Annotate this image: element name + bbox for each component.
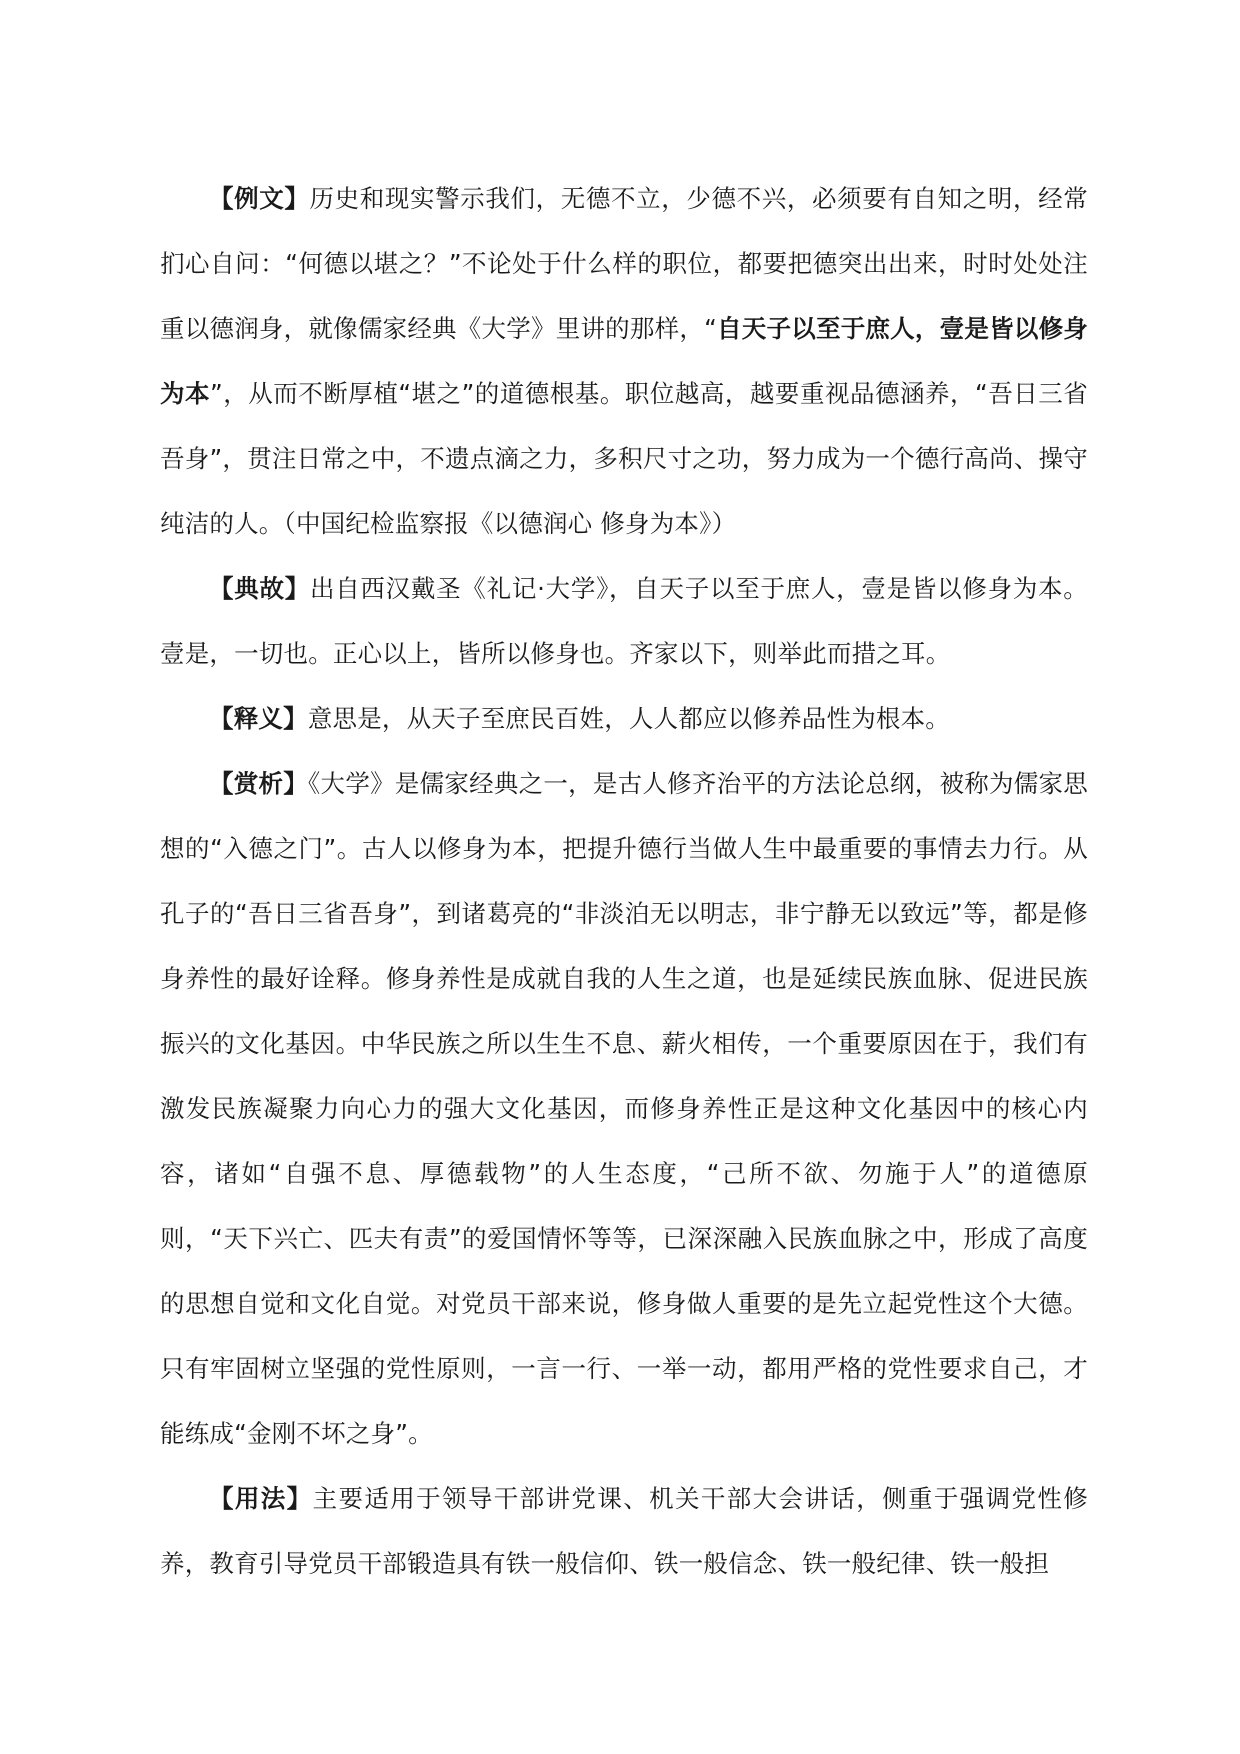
paragraph-appreciation — [160, 751, 1088, 1466]
paragraph-allusion — [160, 556, 1088, 686]
bold-quote: 自天子以至于庶人，壹是皆以修身为本 — [160, 314, 1089, 408]
paragraph-text: 《大学》是儒家经典之一，是古人修齐治平的方法论总纲，被称为儒家思想的“入德之门”。古人以修身为本，把提升德行当做人生中最重要的事情去力行。从孔子的“吾日三省吾身”，到诸葛亮的“非淡泊无以明志，非宁静无以致远”等，都是修身养性的最好诠释。修身养性是成就自我的人生之道，也是延续民族血脉、促进民族振兴的文化基因。中华民族之所以生生不息、薪火相传，一个重要原因在于，我们有激发民族凝聚力向心力的强大文化基因，而修身养性正是这种文化基因中的核心内容，诸如“自强不息、厚德载物”的人生态度，“己所不欲、勿施于人”的道德原则，“天下兴亡、匹夫有责”的爱国情怀等等，已深深融入民族血脉之中，形成了高度的思想自觉和文化自觉。对党员干部来说，修身做人重要的是先立起党性这个大德。只有牢固树立坚强的党性原则，一言一行、一举一动，都用严格的党性要求自己，才能练成“金刚不坏之身”。 — [160, 769, 1088, 1448]
paragraph-tag: 【释义】 — [209, 704, 308, 733]
paragraph-text: 历史和现实警示我们，无德不立，少德不兴，必须要有自知之明，经常扪心自问：“何德以堪之？”不论处于什么样的职位，都要把德突出出来，时时处处注重以德润身，就像儒家经典《大学》里讲的那样，“ — [160, 184, 1088, 343]
paragraph-tag: 【例文】 — [209, 184, 310, 213]
paragraph-tag: 【赏析】 — [209, 769, 309, 798]
paragraph-text: 出自西汉戴圣《礼记·大学》，自天子以至于庶人，壹是皆以修身为本。壹是，一切也。正心以上，皆所以修身也。齐家以下，则举此而措之耳。 — [160, 574, 1088, 668]
paragraph-tag: 【典故】 — [209, 574, 310, 603]
paragraph-example — [160, 166, 1088, 556]
paragraph-tag: 【用法】 — [209, 1484, 313, 1513]
paragraph-text: 意思是，从天子至庶民百姓，人人都应以修养品性为根本。 — [307, 704, 951, 733]
paragraph-text-continued: ”，从而不断厚植“堪之”的道德根基。职位越高，越要重视品德涵养，“吾日三省吾身”，贯注日常之中，不遗点滴之力，多积尺寸之功，努力成为一个德行高尚、操守纯洁的人。（中国纪检监察报《以德润心 修身为本》） — [160, 379, 1088, 538]
paragraph-text: 主要适用于领导干部讲党课、机关干部大会讲话，侧重于强调党性修养，教育引导党员干部锻造具有铁一般信仰、铁一般信念、铁一般纪律、铁一般担 — [160, 1484, 1088, 1578]
paragraph-usage — [160, 1466, 1088, 1596]
paragraph-meaning — [160, 686, 1088, 751]
document-body — [160, 166, 1088, 1596]
